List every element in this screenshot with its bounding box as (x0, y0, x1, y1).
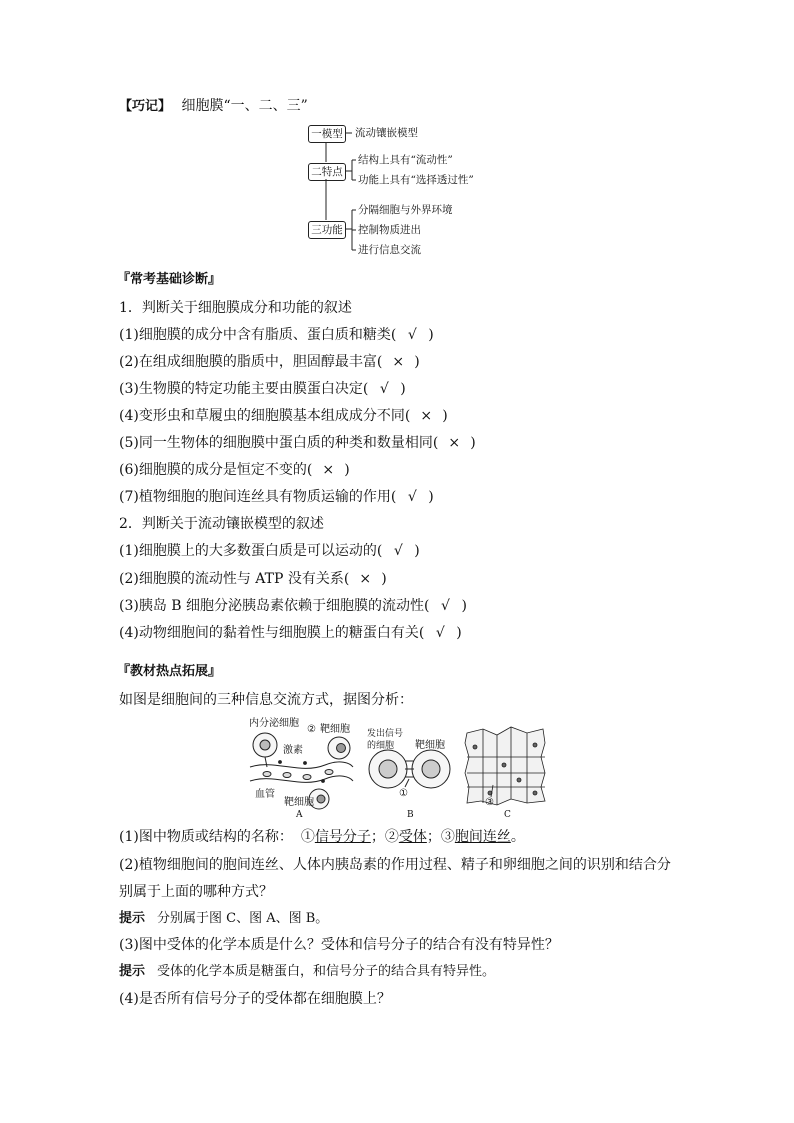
judgement-item: (4)动物细胞间的黏着性与细胞膜上的糖蛋白有关( √ ) (119, 625, 462, 641)
judgement-item: (4)变形虫和草履虫的细胞膜基本组成成分不同( × ) (119, 408, 448, 424)
caption-b: B (407, 810, 414, 820)
caption-a: A (296, 810, 303, 820)
judgement-item: (3)生物膜的特定功能主要由膜蛋白决定( √ ) (119, 381, 406, 397)
label-num-3: ③ (485, 797, 494, 808)
label-vessel: 血管 (255, 789, 275, 800)
label-signal-cell: 发出信号 (367, 729, 404, 739)
panel-b-drawing (369, 750, 450, 788)
mnemonic-title: 细胞膜“一、二、三” (181, 98, 308, 114)
label-num-2: ② (307, 724, 316, 735)
extension-q1: (1)图中物质或结构的名称： ①信号分子；②受体；③胞间连丝。 (119, 829, 525, 845)
hint-label: 提示 (119, 911, 146, 926)
mindmap-leaf: 进行信息交流 (358, 244, 421, 256)
extension-q3-hint: 提示 受体的化学本质是糖蛋白，和信号分子的结合具有特异性。 (119, 964, 496, 979)
extension-q3: (3)图中受体的化学本质是什么？受体和信号分子的结合有没有特异性？ (119, 937, 559, 953)
mindmap-leaf: 分隔细胞与外界环境 (358, 204, 453, 216)
mindmap-node-model: 一模型 (308, 125, 346, 143)
section-heading-extension: 『教材热点拓展』 (117, 664, 222, 679)
label-secreting-cell: 内分泌细胞 (249, 718, 299, 729)
judgement-item: (6)细胞膜的成分是恒定不变的( × ) (119, 462, 350, 478)
label-num-1: ① (399, 788, 408, 799)
judgement-item: (1)细胞膜上的大多数蛋白质是可以运动的( √ ) (119, 543, 420, 559)
mindmap (300, 122, 520, 262)
mindmap-leaf: 流动镶嵌模型 (355, 127, 418, 139)
cross-mark: × (392, 354, 405, 370)
extension-q4: (4)是否所有信号分子的受体都在细胞膜上？ (119, 991, 391, 1007)
judgement-item: (1)细胞膜的成分中含有脂质、蛋白质和糖类( √ ) (119, 327, 434, 343)
check-mark: √ (379, 381, 389, 397)
cross-mark: × (448, 435, 461, 451)
label-hormone: 激素 (283, 745, 303, 756)
answer-plasmodesmata: 胞间连丝 (454, 829, 511, 845)
check-mark: √ (407, 327, 417, 343)
mindmap-leaf: 功能上具有“选择透过性” (358, 174, 474, 186)
section-heading-diagnosis: 『常考基础诊断』 (117, 272, 222, 287)
label-signal-cell-2: 的细胞 (367, 741, 395, 751)
hint-label: 提示 (119, 964, 146, 979)
mindmap-leaf: 结构上具有“流动性” (358, 154, 453, 166)
mnemonic-tag: 【巧记】 (119, 99, 172, 114)
judgement-item: (2)细胞膜的流动性与 ATP 没有关系( × ) (119, 571, 387, 587)
cross-mark: × (420, 408, 433, 424)
check-mark: √ (393, 543, 403, 559)
question-2-title: 2．判断关于流动镶嵌模型的叙述 (119, 516, 324, 532)
extension-q2-hint: 提示 分别属于图 C、图 A、图 B。 (119, 911, 329, 926)
extension-q2-line1: (2)植物细胞间的胞间连丝、人体内胰岛素的作用过程、精子和卵细胞之间的识别和结合分 (119, 857, 671, 873)
judgement-item: (7)植物细胞的胞间连丝具有物质运输的作用( √ ) (119, 489, 434, 505)
mindmap-lines (300, 122, 520, 262)
mnemonic-header (119, 96, 308, 117)
figure-intro: 如图是细胞间的三种信息交流方式，据图分析： (119, 692, 413, 708)
check-mark: √ (435, 625, 445, 641)
check-mark: √ (407, 489, 417, 505)
question-1-title: 1．判断关于细胞膜成分和功能的叙述 (119, 300, 352, 316)
label-target-cell-b: 靶细胞 (415, 740, 445, 751)
judgement-item: (5)同一生物体的细胞膜中蛋白质的种类和数量相同( × ) (119, 435, 476, 451)
answer-signal-molecule: 信号分子 (314, 829, 371, 845)
cell-communication-figure (245, 715, 550, 820)
panel-c-drawing (465, 727, 545, 805)
caption-c: C (504, 810, 511, 820)
answer-receptor: 受体 (398, 829, 427, 845)
mindmap-node-functions: 三功能 (308, 221, 346, 239)
label-target-cell-top: 靶细胞 (320, 724, 350, 735)
cross-mark: × (322, 462, 335, 478)
judgement-item: (2)在组成细胞膜的脂质中，胆固醇最丰富( × ) (119, 354, 420, 370)
extension-q2-line2: 别属于上面的哪种方式？ (119, 884, 273, 900)
check-mark: √ (441, 598, 450, 614)
mindmap-node-features: 二特点 (308, 163, 346, 181)
judgement-item: (3)胰岛 B 细胞分泌胰岛素依赖于细胞膜的流动性( √ ) (119, 598, 467, 614)
cross-mark: × (359, 571, 372, 587)
mindmap-leaf: 控制物质进出 (358, 224, 421, 236)
label-target-cell-bottom: 靶细胞 (284, 797, 314, 808)
